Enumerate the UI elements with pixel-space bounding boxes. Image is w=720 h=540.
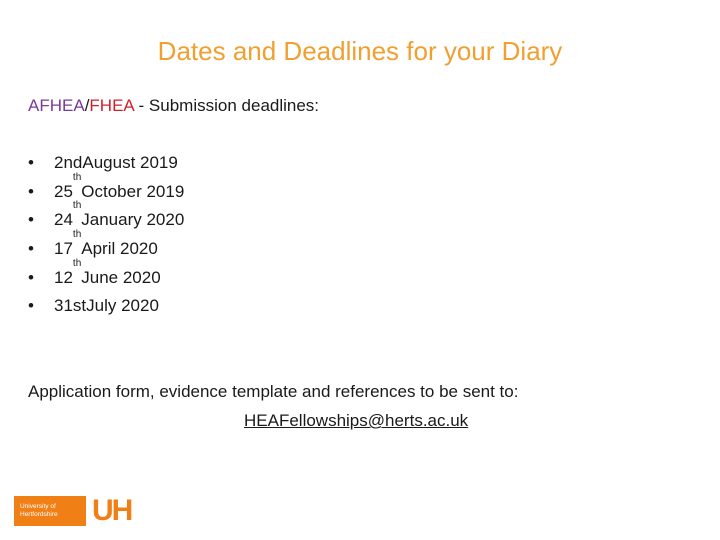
date-day: 24	[54, 210, 73, 230]
bullet-icon: •	[28, 210, 34, 230]
page-title: Dates and Deadlines for your Diary	[157, 36, 563, 66]
date-suffix: th	[72, 257, 82, 269]
slash: /	[84, 96, 90, 115]
bullet-icon: •	[28, 239, 34, 259]
list-item	[28, 292, 184, 321]
bullet-icon: •	[28, 153, 34, 172]
afhea-label: AFHEA	[28, 96, 85, 115]
date-day: 25	[54, 181, 73, 201]
logo-box	[14, 496, 86, 526]
list-item	[28, 257, 184, 293]
bullet-icon: •	[28, 296, 34, 316]
date-suffix: th	[72, 229, 82, 241]
list-item	[28, 229, 184, 264]
submission-heading-rest: - Submission deadlines:	[133, 96, 320, 115]
date-rest: April 2020	[81, 239, 158, 259]
submission-heading	[28, 96, 319, 116]
email-link[interactable]: HEAFellowships@herts.ac.uk	[244, 411, 469, 430]
date-rest: August 2019	[82, 153, 178, 172]
date-suffix: th	[72, 200, 82, 212]
university-logo	[14, 496, 131, 526]
date-rest: June 2020	[81, 267, 161, 287]
date-day: 2nd	[54, 153, 83, 172]
date-rest: January 2020	[81, 210, 185, 230]
list-item	[28, 149, 184, 178]
bullet-icon: •	[28, 267, 34, 287]
bullet-icon: •	[28, 181, 34, 201]
list-item	[28, 171, 185, 207]
date-day: 12	[54, 267, 73, 287]
date-rest: October 2019	[81, 181, 185, 201]
logo-line-1: University of	[20, 503, 56, 510]
date-suffix: th	[72, 171, 82, 183]
logo-mark: UH	[92, 494, 132, 527]
date-day: 31st	[54, 296, 87, 316]
deadline-list	[28, 149, 184, 321]
list-item	[28, 200, 185, 235]
fhea-label: FHEA	[89, 96, 134, 115]
logo-line-2: Hertfordshire	[20, 511, 58, 518]
date-day: 17	[54, 239, 73, 259]
date-rest: July 2020	[86, 296, 159, 316]
application-instructions: Application form, evidence template and references to be sent to:	[28, 382, 519, 401]
